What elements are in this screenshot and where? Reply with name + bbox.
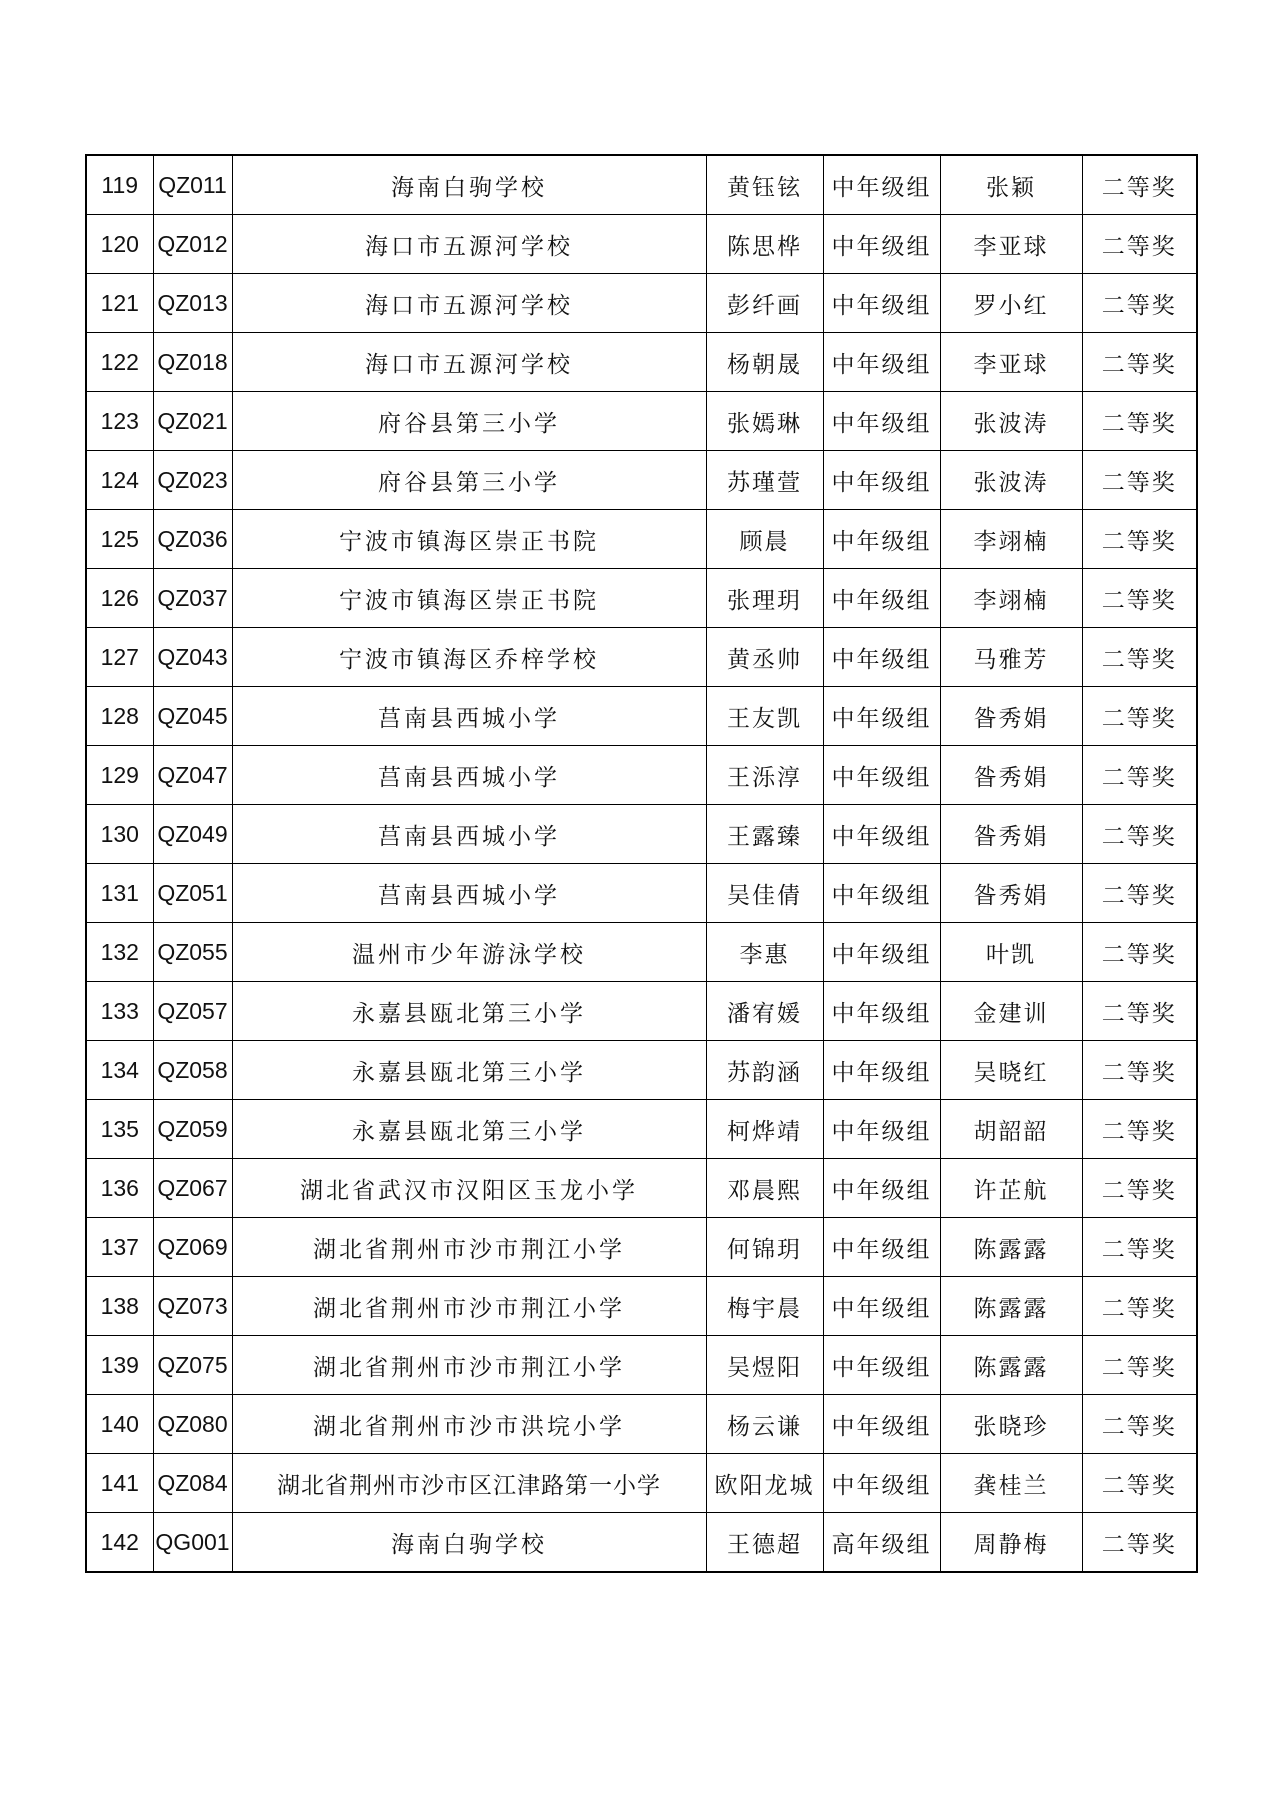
award-cell: 二等奖 [1082, 1336, 1197, 1395]
teacher-cell: 胡韶韶 [940, 1100, 1082, 1159]
entry-code-cell: QZ049 [153, 805, 232, 864]
award-cell: 二等奖 [1082, 864, 1197, 923]
grade-group-cell: 中年级组 [823, 510, 940, 569]
entry-code-cell: QZ011 [153, 155, 232, 215]
student-name-cell: 王德超 [706, 1513, 823, 1573]
teacher-cell: 叶凯 [940, 923, 1082, 982]
award-cell: 二等奖 [1082, 1513, 1197, 1573]
entry-code-cell: QZ013 [153, 274, 232, 333]
school-cell: 永嘉县瓯北第三小学 [232, 1100, 706, 1159]
entry-code-cell: QZ075 [153, 1336, 232, 1395]
table-row [86, 274, 1197, 333]
award-cell: 二等奖 [1082, 569, 1197, 628]
teacher-cell: 李亚球 [940, 333, 1082, 392]
teacher-cell: 周静梅 [940, 1513, 1082, 1573]
teacher-cell: 张波涛 [940, 392, 1082, 451]
grade-group-cell: 中年级组 [823, 392, 940, 451]
table-row [86, 982, 1197, 1041]
school-cell: 湖北省荆州市沙市荆江小学 [232, 1277, 706, 1336]
grade-group-cell: 中年级组 [823, 1277, 940, 1336]
grade-group-cell: 中年级组 [823, 1395, 940, 1454]
entry-code-cell: QZ084 [153, 1454, 232, 1513]
award-cell: 二等奖 [1082, 1454, 1197, 1513]
row-number-cell: 137 [86, 1218, 153, 1277]
table-row [86, 510, 1197, 569]
grade-group-cell: 中年级组 [823, 1218, 940, 1277]
table-body [86, 155, 1197, 1572]
table-row [86, 1395, 1197, 1454]
row-number-cell: 131 [86, 864, 153, 923]
award-cell: 二等奖 [1082, 687, 1197, 746]
table-row [86, 687, 1197, 746]
student-name-cell: 王泺淳 [706, 746, 823, 805]
student-name-cell: 苏瑾萱 [706, 451, 823, 510]
table-row [86, 746, 1197, 805]
school-cell: 湖北省荆州市沙市洪垸小学 [232, 1395, 706, 1454]
school-cell: 莒南县西城小学 [232, 746, 706, 805]
school-cell: 海口市五源河学校 [232, 215, 706, 274]
school-cell: 宁波市镇海区乔梓学校 [232, 628, 706, 687]
teacher-cell: 昝秀娟 [940, 746, 1082, 805]
school-cell: 莒南县西城小学 [232, 687, 706, 746]
student-name-cell: 吴佳倩 [706, 864, 823, 923]
row-number-cell: 142 [86, 1513, 153, 1573]
student-name-cell: 柯烨靖 [706, 1100, 823, 1159]
grade-group-cell: 中年级组 [823, 333, 940, 392]
entry-code-cell: QZ036 [153, 510, 232, 569]
grade-group-cell: 中年级组 [823, 746, 940, 805]
teacher-cell: 昝秀娟 [940, 864, 1082, 923]
entry-code-cell: QZ055 [153, 923, 232, 982]
grade-group-cell: 中年级组 [823, 1454, 940, 1513]
teacher-cell: 罗小红 [940, 274, 1082, 333]
student-name-cell: 黄钰铉 [706, 155, 823, 215]
school-cell: 府谷县第三小学 [232, 392, 706, 451]
table-row [86, 155, 1197, 215]
student-name-cell: 吴煜阳 [706, 1336, 823, 1395]
row-number-cell: 119 [86, 155, 153, 215]
entry-code-cell: QZ080 [153, 1395, 232, 1454]
teacher-cell: 张颖 [940, 155, 1082, 215]
row-number-cell: 122 [86, 333, 153, 392]
student-name-cell: 黄丞帅 [706, 628, 823, 687]
teacher-cell: 陈露露 [940, 1277, 1082, 1336]
grade-group-cell: 中年级组 [823, 451, 940, 510]
school-cell: 宁波市镇海区崇正书院 [232, 510, 706, 569]
entry-code-cell: QZ043 [153, 628, 232, 687]
table-row [86, 1100, 1197, 1159]
teacher-cell: 许芷航 [940, 1159, 1082, 1218]
school-cell: 府谷县第三小学 [232, 451, 706, 510]
award-cell: 二等奖 [1082, 746, 1197, 805]
award-cell: 二等奖 [1082, 451, 1197, 510]
student-name-cell: 何锦玥 [706, 1218, 823, 1277]
table-row [86, 628, 1197, 687]
row-number-cell: 133 [86, 982, 153, 1041]
award-cell: 二等奖 [1082, 1277, 1197, 1336]
school-cell: 湖北省荆州市沙市荆江小学 [232, 1336, 706, 1395]
entry-code-cell: QZ047 [153, 746, 232, 805]
school-cell: 莒南县西城小学 [232, 805, 706, 864]
grade-group-cell: 中年级组 [823, 687, 940, 746]
award-cell: 二等奖 [1082, 923, 1197, 982]
student-name-cell: 张嫣琳 [706, 392, 823, 451]
table-row [86, 451, 1197, 510]
teacher-cell: 吴晓红 [940, 1041, 1082, 1100]
row-number-cell: 125 [86, 510, 153, 569]
student-name-cell: 顾晨 [706, 510, 823, 569]
student-name-cell: 梅宇晨 [706, 1277, 823, 1336]
student-name-cell: 陈思桦 [706, 215, 823, 274]
row-number-cell: 132 [86, 923, 153, 982]
teacher-cell: 李翊楠 [940, 569, 1082, 628]
row-number-cell: 126 [86, 569, 153, 628]
teacher-cell: 昝秀娟 [940, 687, 1082, 746]
entry-code-cell: QZ057 [153, 982, 232, 1041]
entry-code-cell: QZ069 [153, 1218, 232, 1277]
table-row [86, 1513, 1197, 1573]
grade-group-cell: 中年级组 [823, 805, 940, 864]
teacher-cell: 陈露露 [940, 1336, 1082, 1395]
row-number-cell: 135 [86, 1100, 153, 1159]
student-name-cell: 杨云谦 [706, 1395, 823, 1454]
row-number-cell: 130 [86, 805, 153, 864]
row-number-cell: 123 [86, 392, 153, 451]
grade-group-cell: 中年级组 [823, 569, 940, 628]
entry-code-cell: QZ023 [153, 451, 232, 510]
teacher-cell: 金建训 [940, 982, 1082, 1041]
teacher-cell: 李翊楠 [940, 510, 1082, 569]
entry-code-cell: QZ051 [153, 864, 232, 923]
student-name-cell: 潘宥媛 [706, 982, 823, 1041]
student-name-cell: 王露臻 [706, 805, 823, 864]
school-cell: 湖北省武汉市汉阳区玉龙小学 [232, 1159, 706, 1218]
row-number-cell: 124 [86, 451, 153, 510]
award-cell: 二等奖 [1082, 1041, 1197, 1100]
grade-group-cell: 中年级组 [823, 1336, 940, 1395]
grade-group-cell: 中年级组 [823, 1041, 940, 1100]
teacher-cell: 李亚球 [940, 215, 1082, 274]
row-number-cell: 141 [86, 1454, 153, 1513]
entry-code-cell: QZ067 [153, 1159, 232, 1218]
award-cell: 二等奖 [1082, 392, 1197, 451]
row-number-cell: 121 [86, 274, 153, 333]
table-row [86, 392, 1197, 451]
teacher-cell: 龚桂兰 [940, 1454, 1082, 1513]
grade-group-cell: 中年级组 [823, 628, 940, 687]
row-number-cell: 138 [86, 1277, 153, 1336]
table-row [86, 805, 1197, 864]
award-cell: 二等奖 [1082, 333, 1197, 392]
school-cell: 宁波市镇海区崇正书院 [232, 569, 706, 628]
table-row [86, 215, 1197, 274]
table-row [86, 923, 1197, 982]
grade-group-cell: 中年级组 [823, 215, 940, 274]
entry-code-cell: QZ012 [153, 215, 232, 274]
student-name-cell: 邓晨熙 [706, 1159, 823, 1218]
grade-group-cell: 中年级组 [823, 1159, 940, 1218]
row-number-cell: 128 [86, 687, 153, 746]
table-row [86, 864, 1197, 923]
award-cell: 二等奖 [1082, 155, 1197, 215]
award-cell: 二等奖 [1082, 628, 1197, 687]
row-number-cell: 120 [86, 215, 153, 274]
student-name-cell: 苏韵涵 [706, 1041, 823, 1100]
grade-group-cell: 中年级组 [823, 923, 940, 982]
grade-group-cell: 中年级组 [823, 274, 940, 333]
table-row [86, 1454, 1197, 1513]
entry-code-cell: QZ021 [153, 392, 232, 451]
teacher-cell: 马雅芳 [940, 628, 1082, 687]
teacher-cell: 张波涛 [940, 451, 1082, 510]
school-cell: 莒南县西城小学 [232, 864, 706, 923]
grade-group-cell: 中年级组 [823, 864, 940, 923]
school-cell: 湖北省荆州市沙市荆江小学 [232, 1218, 706, 1277]
school-cell: 海南白驹学校 [232, 155, 706, 215]
school-cell: 海口市五源河学校 [232, 274, 706, 333]
row-number-cell: 134 [86, 1041, 153, 1100]
results-table [85, 154, 1198, 1573]
row-number-cell: 136 [86, 1159, 153, 1218]
student-name-cell: 王友凯 [706, 687, 823, 746]
row-number-cell: 129 [86, 746, 153, 805]
table-row [86, 333, 1197, 392]
row-number-cell: 139 [86, 1336, 153, 1395]
award-cell: 二等奖 [1082, 510, 1197, 569]
teacher-cell: 昝秀娟 [940, 805, 1082, 864]
entry-code-cell: QZ045 [153, 687, 232, 746]
entry-code-cell: QG001 [153, 1513, 232, 1573]
award-cell: 二等奖 [1082, 274, 1197, 333]
grade-group-cell: 中年级组 [823, 1100, 940, 1159]
award-cell: 二等奖 [1082, 1395, 1197, 1454]
school-cell: 永嘉县瓯北第三小学 [232, 982, 706, 1041]
award-cell: 二等奖 [1082, 805, 1197, 864]
school-cell: 永嘉县瓯北第三小学 [232, 1041, 706, 1100]
table-row [86, 1041, 1197, 1100]
entry-code-cell: QZ037 [153, 569, 232, 628]
table-row [86, 1336, 1197, 1395]
table-row [86, 1218, 1197, 1277]
table-row [86, 1159, 1197, 1218]
student-name-cell: 杨朝晟 [706, 333, 823, 392]
grade-group-cell: 中年级组 [823, 155, 940, 215]
award-cell: 二等奖 [1082, 1100, 1197, 1159]
school-cell: 海南白驹学校 [232, 1513, 706, 1573]
school-cell: 海口市五源河学校 [232, 333, 706, 392]
teacher-cell: 陈露露 [940, 1218, 1082, 1277]
grade-group-cell: 高年级组 [823, 1513, 940, 1573]
entry-code-cell: QZ018 [153, 333, 232, 392]
row-number-cell: 140 [86, 1395, 153, 1454]
school-cell: 温州市少年游泳学校 [232, 923, 706, 982]
award-cell: 二等奖 [1082, 1218, 1197, 1277]
student-name-cell: 彭纤画 [706, 274, 823, 333]
award-cell: 二等奖 [1082, 215, 1197, 274]
student-name-cell: 李惠 [706, 923, 823, 982]
entry-code-cell: QZ073 [153, 1277, 232, 1336]
entry-code-cell: QZ059 [153, 1100, 232, 1159]
table-row [86, 569, 1197, 628]
award-cell: 二等奖 [1082, 1159, 1197, 1218]
table-row [86, 1277, 1197, 1336]
grade-group-cell: 中年级组 [823, 982, 940, 1041]
entry-code-cell: QZ058 [153, 1041, 232, 1100]
student-name-cell: 张理玥 [706, 569, 823, 628]
student-name-cell: 欧阳龙城 [706, 1454, 823, 1513]
teacher-cell: 张晓珍 [940, 1395, 1082, 1454]
row-number-cell: 127 [86, 628, 153, 687]
school-cell: 湖北省荆州市沙市区江津路第一小学 [232, 1454, 706, 1513]
award-cell: 二等奖 [1082, 982, 1197, 1041]
